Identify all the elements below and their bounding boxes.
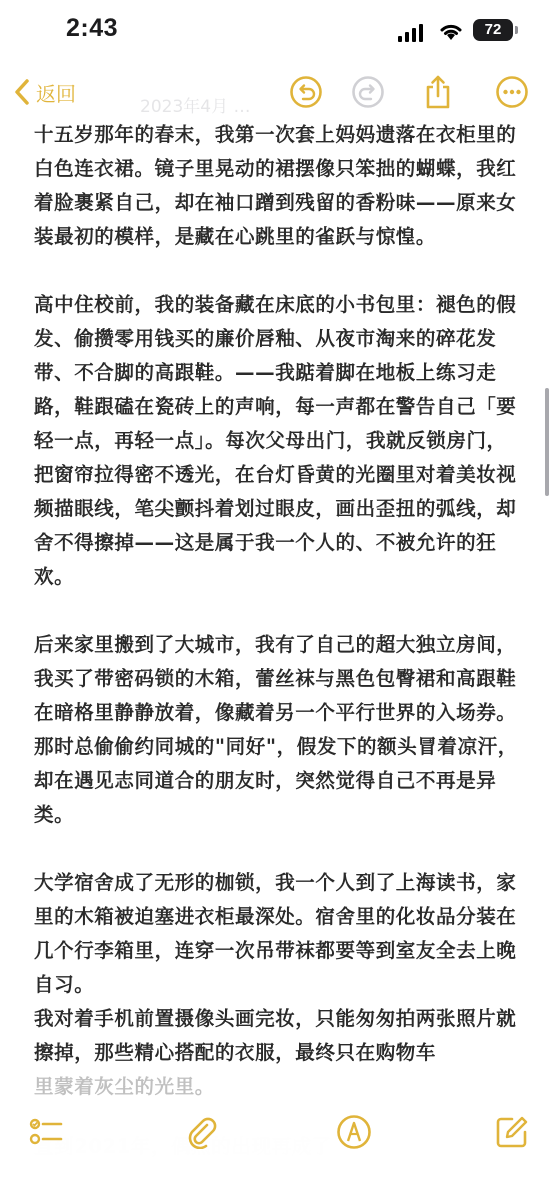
scrollbar[interactable] xyxy=(545,388,549,496)
share-button[interactable] xyxy=(418,72,458,112)
pen-tip-icon xyxy=(336,1114,372,1150)
paperclip-icon xyxy=(185,1115,219,1149)
cellular-signal-icon xyxy=(398,22,426,42)
note-paragraph-2: 高中住校前，我的装备藏在床底的小书包里：褪色的假发、偷攒零用钱买的廉价唇釉、从夜市淘来的碎花发带、不合脚的高跟鞋。——我踮着脚在地板上练习走路，鞋跟磕在瓷砖上的声响，每一声都在警告自己「要轻一点，再轻一点」。每次父母出门，我就反锁房门，把窗帘拉得密不透光，在台灯昏黄的光圈里对着美妆视频描眼线，笔尖颤抖着划过眼皮，画出歪扭的弧线，却舍不得擦掉——这是属于我一个人的、不被允许的狂欢。 xyxy=(34,293,517,588)
back-label: 返回 xyxy=(36,83,76,106)
note-faded-line: 里蒙着灰尘的光里。 xyxy=(34,1075,215,1098)
note-paragraph-4: 大学宿舍成了无形的枷锁，我一个人到了上海读书，家里的木箱被迫塞进衣柜最深处。宿舍里的化妆品分装在几个行李箱里，连穿一次吊带袜都要等到室友全去上晚自习。 xyxy=(34,871,517,996)
more-icon xyxy=(495,75,529,109)
redo-button[interactable] xyxy=(348,72,388,112)
bottom-toolbar xyxy=(0,1100,555,1200)
redo-icon xyxy=(351,75,385,109)
status-bar xyxy=(0,0,555,64)
note-paragraph-3: 后来家里搬到了大城市，我有了自己的超大独立房间，我买了带密码锁的木箱，蕾丝袜与黑色包臀裙和高跟鞋在暗格里静静放着，像藏着另一个平行世界的入场券。那时总偷偷约同城的"同好"，假发下的额头冒着凉汗，却在遇见志同道合的朋友时，突然觉得自己不再是异类。 xyxy=(34,633,518,826)
note-date-faded: 2023年4月 … xyxy=(140,97,251,117)
chevron-left-icon xyxy=(14,79,30,105)
checklist-icon xyxy=(29,1115,63,1149)
more-button[interactable] xyxy=(492,72,532,112)
markup-button[interactable] xyxy=(334,1112,374,1152)
undo-icon xyxy=(289,75,323,109)
checklist-button[interactable] xyxy=(26,1112,66,1152)
back-button[interactable] xyxy=(14,74,76,110)
share-icon xyxy=(423,74,453,110)
battery-indicator: 72 xyxy=(473,19,513,41)
wifi-icon xyxy=(438,20,464,42)
compose-icon xyxy=(495,1115,529,1149)
compose-button[interactable] xyxy=(492,1112,532,1152)
status-time: 2:43 xyxy=(66,14,119,42)
attachment-button[interactable] xyxy=(182,1112,222,1152)
note-body[interactable] xyxy=(34,118,524,1104)
navigation-bar xyxy=(0,64,555,120)
undo-button[interactable] xyxy=(286,72,326,112)
battery-tip xyxy=(515,26,518,34)
note-paragraph-5: 我对着手机前置摄像头画完妆，只能匆匆拍两张照片就擦掉，那些精心搭配的衣服，最终只在购物车 xyxy=(34,1007,517,1064)
note-paragraph-1: 十五岁那年的春末，我第一次套上妈妈遗落在衣柜里的白色连衣裙。镜子里晃动的裙摆像只笨拙的蝴蝶，我红着脸裹紧自己，却在袖口蹭到残留的香粉味——原来女装最初的模样，是藏在心跳里的雀跃与惊惶。 xyxy=(34,123,517,248)
